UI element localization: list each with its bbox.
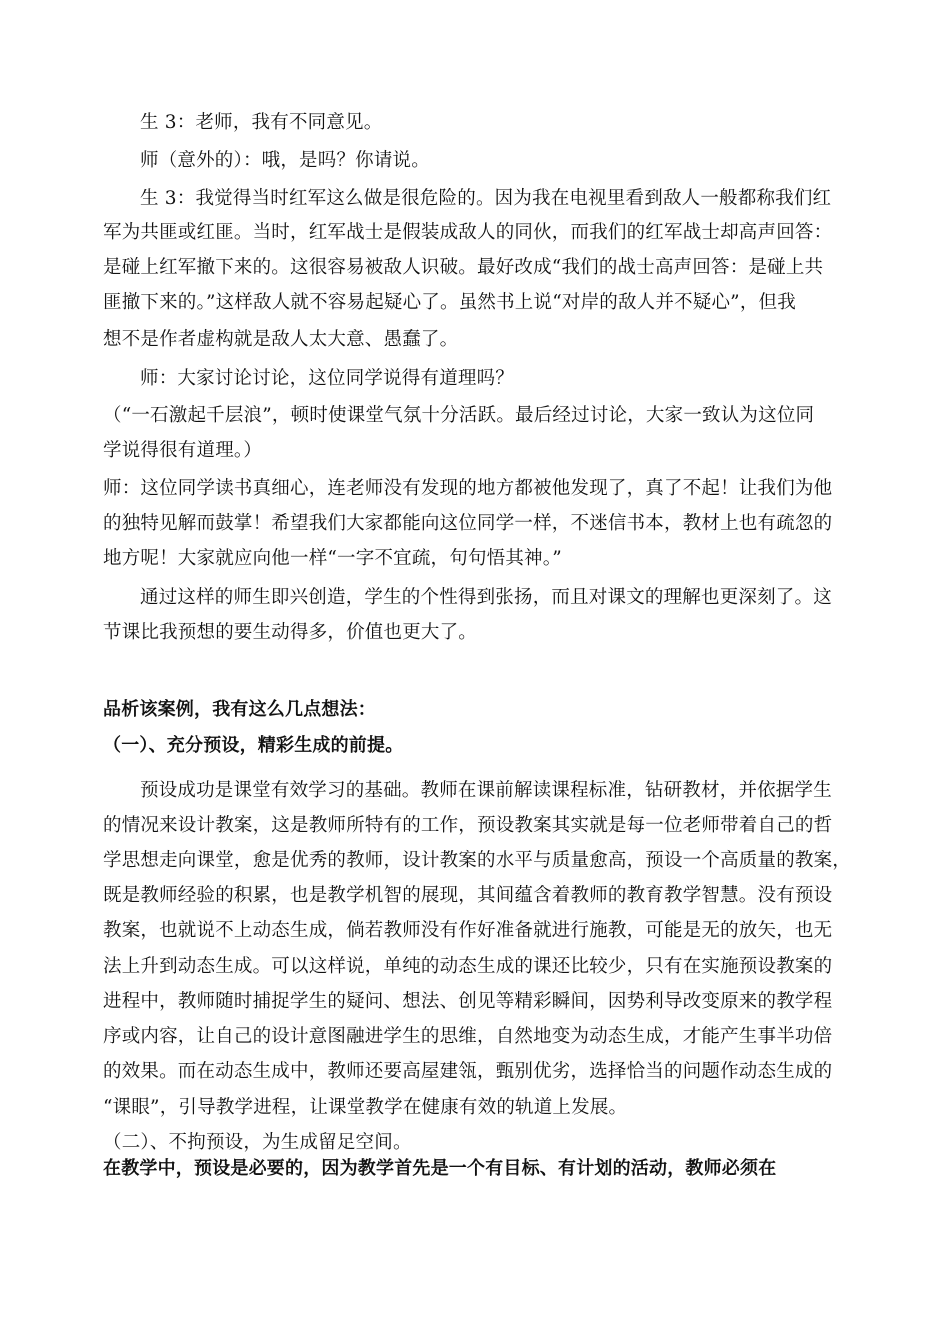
text-line: 进程中，教师随时捕捉学生的疑问、想法、创见等精彩瞬间，因势利导改变原来的教学程 [103,991,833,1012]
text-line: 节课比我预想的要生动得多，价值也更大了。 [103,622,478,643]
text-line: 法上升到动态生成。可以这样说，单纯的动态生成的课还比较少，只有在实施预设教案的 [103,956,833,977]
subsection-heading: （一）、充分预设，精彩生成的前提。 [103,735,404,756]
text-line: 是碰上红军撤下来的。这很容易被敌人识破。最好改成“我们的战士高声回答：是碰上共 [103,257,824,278]
text-line: 既是教师经验的积累，也是教学机智的展现，其间蕴含着教师的教育教学智慧。没有预设 [103,885,833,906]
text-line: 师（意外的）：哦，是吗？你请说。 [140,150,430,171]
text-line: 教案，也就说不上动态生成，倘若教师没有作好准备就进行施教，可能是无的放矢，也无 [103,920,833,941]
text-line: 序或内容，让自己的设计意图融进学生的思维，自然地变为动态生成，才能产生事半功倍 [103,1026,833,1047]
text-line: 军为共匪或红匪。当时，红军战士是假装成敌人的同伙，而我们的红军战士却高声回答： [103,222,833,243]
text-line: 的独特见解而鼓掌！希望我们大家都能向这位同学一样，不迷信书本，教材上也有疏忽的 [103,513,833,534]
text-line: （二）、不拘预设，为生成留足空间。 [103,1132,412,1153]
section-heading: 品析该案例，我有这么几点想法： [103,699,376,720]
text-line: 地方呢！大家就应向他一样“一字不宜疏，句句悟其神。” [103,548,562,569]
text-line: “课眼”，引导教学进程，让课堂教学在健康有效的轨道上发展。 [103,1097,628,1118]
text-line: 的效果。而在动态生成中，教师还要高屋建瓴，甄别优劣，选择恰当的问题作动态生成的 [103,1061,833,1082]
text-line: 通过这样的师生即兴创造，学生的个性得到张扬，而且对课文的理解也更深刻了。这 [140,587,832,608]
text-line: 预设成功是课堂有效学习的基础。教师在课前解读课程标准，钻研教材，并依据学生 [140,780,832,801]
text-line: 的情况来设计教案，这是教师所特有的工作，预设教案其实就是每一位老师带着自己的哲 [103,815,833,836]
subsection-heading: 在教学中，预设是必要的，因为教学首先是一个有目标、有计划的活动，教师必须在 [103,1158,777,1179]
text-line: 生 3：我觉得当时红军这么做是很危险的。因为我在电视里看到敌人一般都称我们红 [140,188,832,209]
text-line: （“一石激起千层浪”，顿时使课堂气氛十分活跃。最后经过讨论，大家一致认为这位同 [103,405,815,426]
text-line: 师：这位同学读书真细心，连老师没有发现的地方都被他发现了，真了不起！让我们为他 [103,478,833,499]
text-line: 想不是作者虚构就是敌人太大意、愚蠢了。 [103,329,459,350]
text-line: 匪撤下来的。”这样敌人就不容易起疑心了。虽然书上说“对岸的敌人并不疑心”，但我 [103,292,796,313]
text-line: 师：大家讨论讨论，这位同学说得有道理吗？ [140,368,515,389]
text-line: 学说得很有道理。） [103,440,263,461]
text-line: 学思想走向课堂，愈是优秀的教师，设计教案的水平与质量愈高，预设一个高质量的教案， [103,850,852,871]
text-line: 生 3：老师，我有不同意见。 [140,112,383,133]
